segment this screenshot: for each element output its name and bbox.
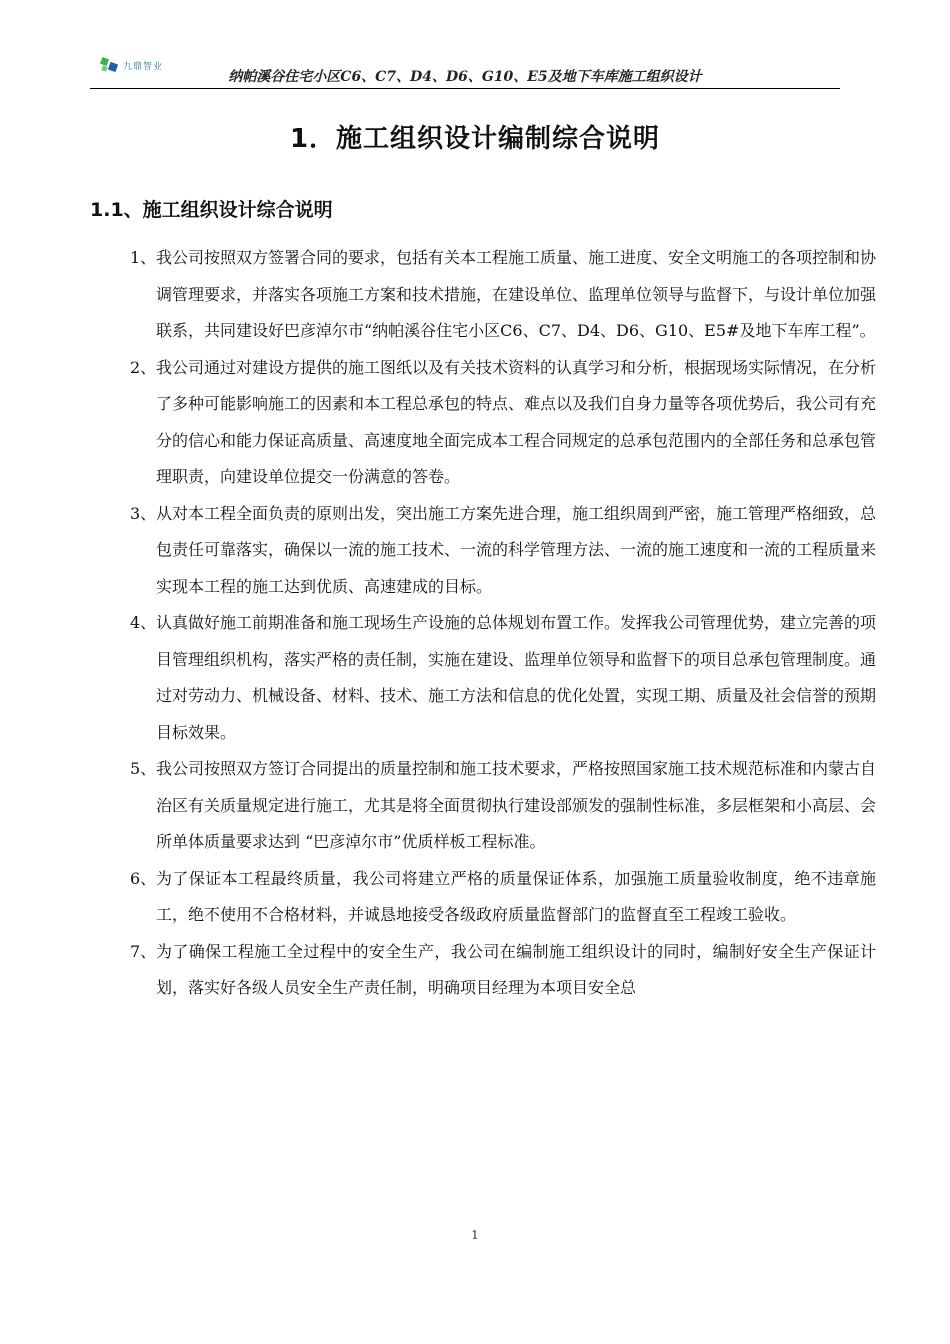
logo-text: 九鼎智业	[123, 62, 164, 72]
paragraph-text: 我公司按照双方签署合同的要求，包括有关本工程施工质量、施工进度、安全文明施工的各项控制和协调管理要求，并落实各项施工方案和技术措施，在建设单位、监理单位领导与监督下，与设计单位加强联系，共同建设好巴彦淖尔市“纳帕溪谷住宅小区C6、C7、D4、D6、G10、E5#及地下车库工程”。	[156, 248, 877, 340]
paragraph-text: 我公司通过对建设方提供的施工图纸以及有关技术资料的认真学习和分析，根据现场实际情况，在分析了多种可能影响施工的因素和本工程总承包的特点、难点以及我们自身力量等各项优势后，我公司有充分的信心和能力保证高质量、高速度地全面完成本工程合同规定的总承包范围内的全部任务和总承包管理职责，向建设单位提交一份满意的答卷。	[156, 357, 877, 486]
subsection-heading: 1.1、施工组织设计综合说明	[90, 199, 333, 221]
paragraph-text: 为了确保工程施工全过程中的安全生产，我公司在编制施工组织设计的同时，编制好安全生产保证计划，落实好各级人员安全生产责任制，明确项目经理为本项目安全总	[156, 941, 876, 997]
paragraph-1	[130, 240, 876, 350]
paragraph-4	[130, 605, 876, 751]
paragraph-5	[130, 751, 876, 861]
paragraph-text: 我公司按照双方签订合同提出的质量控制和施工技术要求，严格按照国家施工技术规范标准和内蒙古自治区有关质量规定进行施工，尤其是将全面贯彻执行建设部颁发的强制性标准，多层框架和小高层、会所单体质量要求达到 “巴彦淖尔市”优质样板工程标准。	[156, 759, 877, 851]
paragraph-number: 1、	[130, 248, 157, 267]
page-number: 1	[471, 1228, 479, 1242]
body-text	[130, 240, 876, 1007]
paragraph-3	[130, 496, 876, 606]
paragraph-text: 认真做好施工前期准备和施工现场生产设施的总体规划布置工作。发挥我公司管理优势，建立完善的项目管理组织机构，落实严格的责任制，实施在建设、监理单位领导和监督下的项目总承包管理制度。通过对劳动力、机械设备、材料、技术、施工方法和信息的优化处置，实现工期、质量及社会信誉的预期目标效果。	[156, 613, 877, 742]
paragraph-7	[130, 934, 876, 1007]
paragraph-2	[130, 350, 876, 496]
paragraph-number: 6、	[130, 868, 157, 888]
paragraph-number: 4、	[130, 613, 157, 632]
paragraph-number: 2、	[130, 357, 157, 377]
paragraph-number: 7、	[130, 941, 157, 961]
paragraph-number: 3、	[130, 503, 157, 523]
running-header-title: 纳帕溪谷住宅小区C6、C7、D4、D6、G10、E5及地下车库施工组织设计	[228, 69, 702, 85]
header-divider	[90, 88, 840, 89]
paragraph-number: 5、	[130, 759, 157, 778]
paragraph-text: 为了保证本工程最终质量，我公司将建立严格的质量保证体系，加强施工质量验收制度，绝不违章施工，绝不使用不合格材料，并诚恳地接受各级政府质量监督部门的监督直至工程竣工验收。	[156, 868, 876, 924]
paragraph-text: 从对本工程全面负责的原则出发，突出施工方案先进合理，施工组织周到严密，施工管理严格细致，总包责任可靠落实，确保以一流的施工技术、一流的科学管理方法、一流的施工速度和一流的工程质量来实现本工程的施工达到优质、高速建成的目标。	[156, 503, 877, 596]
paragraph-6	[130, 861, 876, 934]
section-heading: 1．施工组织设计编制综合说明	[289, 124, 661, 154]
